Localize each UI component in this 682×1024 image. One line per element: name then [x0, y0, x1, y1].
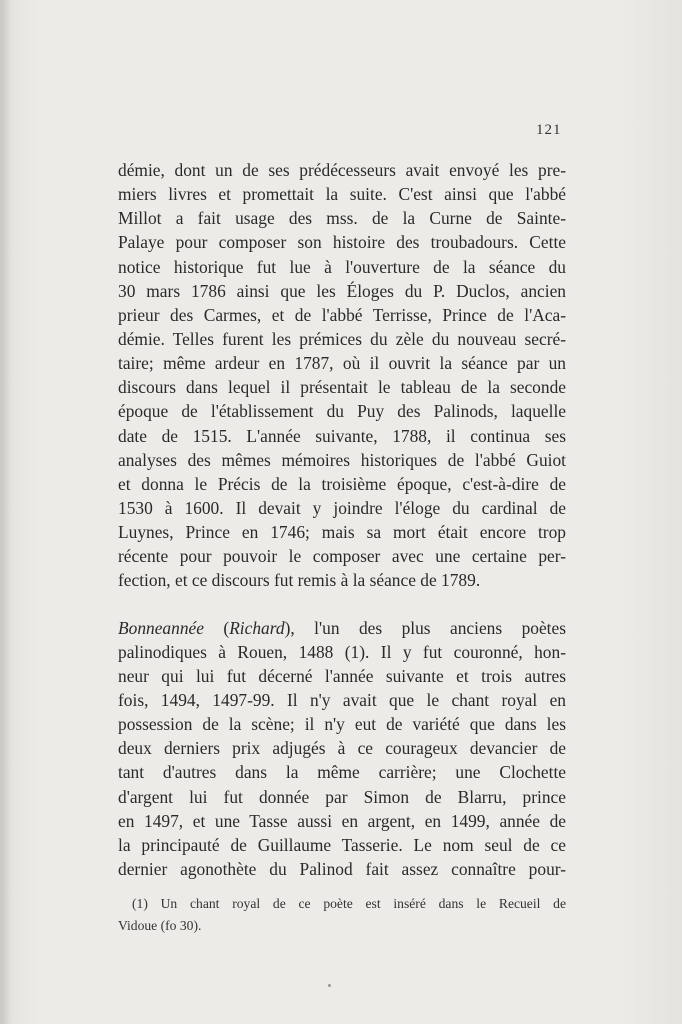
entry-open-paren: (: [203, 617, 230, 638]
text-line: miers livres et promettait la suite. C'est ainsi que l'abbé: [118, 184, 566, 205]
text-line: notice historique fut lue à l'ouverture de la séance du: [118, 256, 566, 277]
body-text: [118, 158, 566, 881]
paper-speck: [328, 984, 331, 987]
gutter-shadow: [0, 0, 10, 1024]
text-line: Luynes, Prince en 1746; mais sa mort était encore trop: [118, 522, 566, 543]
text-line: date de 1515. L'année suivante, 1788, il continua ses: [118, 425, 566, 446]
page-number: 121: [536, 122, 562, 138]
paragraph-2: [118, 616, 566, 882]
footnote: [118, 893, 566, 937]
text-line: la principauté de Guillaume Tasserie. Le nom seul de ce: [118, 834, 566, 855]
text-line: Palaye pour composer son histoire des troubadours. Cette: [118, 232, 566, 253]
entry-heading-rest: ), l'un des plus anciens poètes: [284, 617, 566, 638]
paragraph-1: [118, 158, 566, 593]
text-line: discours dans lequel il présentait le tableau de la seconde: [118, 377, 566, 398]
text-line: 1530 à 1600. Il devait y joindre l'éloge du cardinal de: [118, 497, 566, 518]
text-line: d'argent lui fut donnée par Simon de Blarru, prince: [118, 786, 566, 807]
paragraph-gap: [118, 593, 566, 616]
text-line: tant d'autres dans la même carrière; une Clochette: [118, 762, 566, 783]
text-line: 30 mars 1786 ainsi que les Éloges du P. Duclos, ancien: [118, 280, 566, 301]
text-line: fois, 1494, 1497-99. Il n'y avait que le chant royal en: [118, 689, 566, 710]
text-line: fection, et ce discours fut remis à la séance de 1789.: [118, 570, 481, 591]
text-line: palinodiques à Rouen, 1488 (1). Il y fut couronné, hon-: [118, 641, 566, 662]
text-line: taire; même ardeur en 1787, où il ouvrit la séance par un: [118, 353, 566, 374]
footnote-line: (1) Un chant royal de ce poète est inséré dans le Recueil de: [132, 896, 566, 911]
text-line: deux derniers prix adjugés à ce courageux devancier de: [118, 738, 566, 759]
text-line: neur qui lui fut décerné l'année suivante et trois autres: [118, 665, 566, 686]
entry-given-name: Richard: [229, 617, 285, 638]
text-line: démie, dont un de ses prédécesseurs avait envoyé les pre-: [118, 160, 566, 180]
text-line: récente pour pouvoir le composer avec une certaine per-: [118, 546, 566, 567]
entry-name: Bonneannée: [118, 617, 204, 638]
text-line: Millot a fait usage des mss. de la Curne de Sainte-: [118, 208, 566, 229]
text-line: époque de l'établissement du Puy des Palinods, laquelle: [118, 401, 566, 422]
text-line: analyses des mêmes mémoires historiques de l'abbé Guiot: [118, 449, 566, 470]
text-line: et donna le Précis de la troisième époque, c'est-à-dire de: [118, 473, 566, 494]
text-line: en 1497, et une Tasse aussi en argent, en 1499, année de: [118, 810, 566, 831]
text-line: prieur des Carmes, et de l'abbé Terrisse, Prince de l'Aca-: [118, 304, 566, 325]
footnote-line: Vidoue (fo 30).: [118, 918, 202, 933]
text-line: possession de la scène; il n'y eut de variété que dans les: [118, 714, 566, 735]
text-line: démie. Telles furent les prémices du zèle du nouveau secré-: [118, 328, 566, 349]
text-line: dernier agonothète du Palinod fait assez connaître pour-: [118, 858, 566, 879]
entry-heading-line: [118, 616, 566, 640]
